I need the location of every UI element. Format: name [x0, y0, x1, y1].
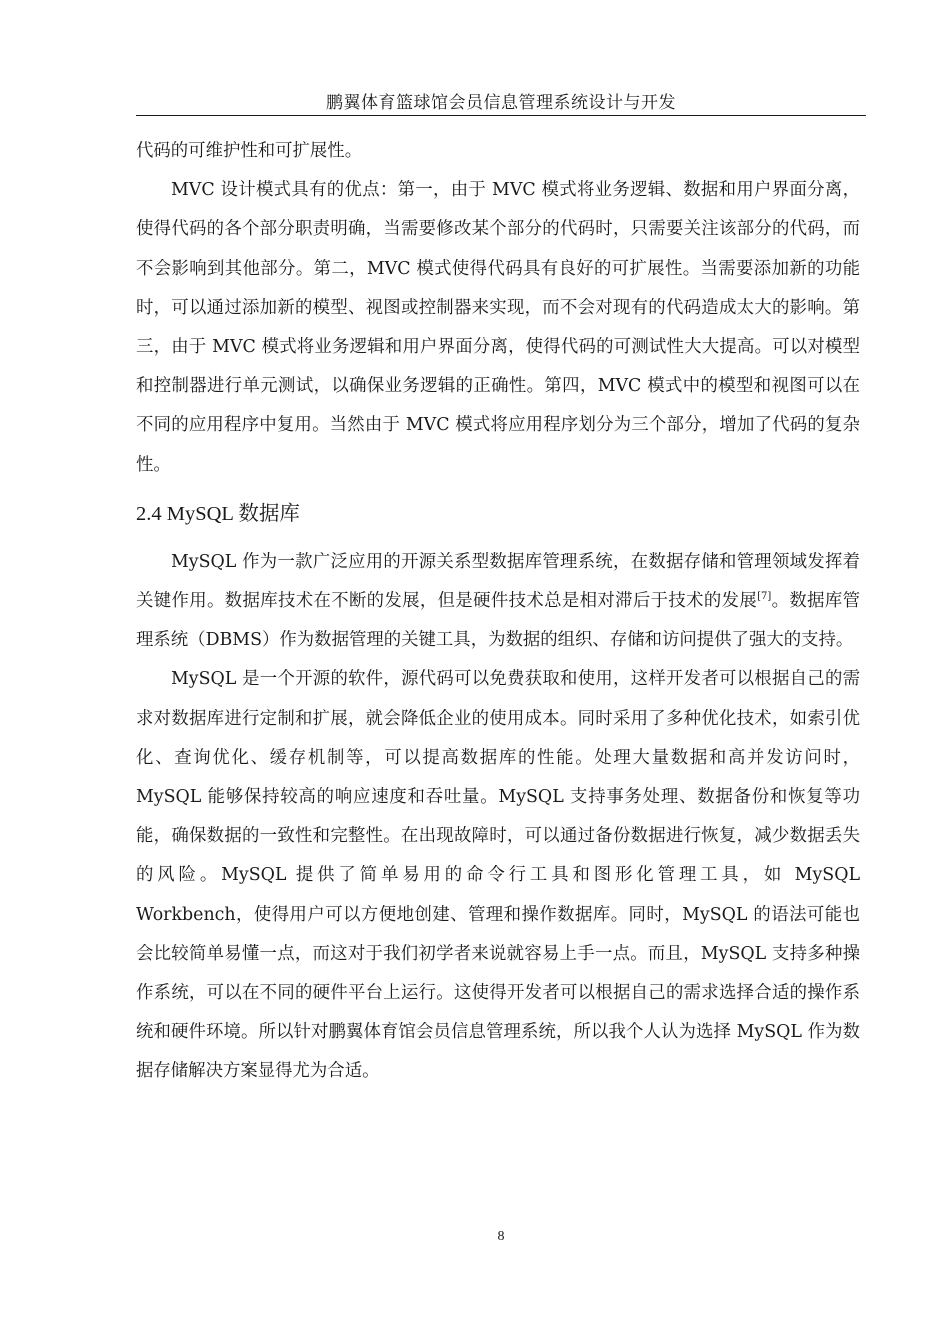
paragraph-mysql-intro-part1: MySQL 作为一款广泛应用的开源关系型数据库管理系统，在数据存储和管理领域发挥着关键作用。数据库技术在不断的发展，但是硬件技术总是相对滞后于技术的发展: [136, 551, 860, 612]
running-header: 鹏翼体育篮球馆会员信息管理系统设计与开发: [326, 93, 676, 113]
header-rule: [136, 115, 866, 116]
paragraph-mysql-intro: [136, 543, 860, 661]
paragraph-continued: 代码的可维护性和可扩展性。: [136, 141, 363, 161]
body-text: [136, 132, 860, 1092]
section-heading: 2.4 MySQL 数据库: [136, 502, 300, 525]
citation-marker: [7]: [757, 591, 772, 603]
page-number: 8: [497, 1229, 505, 1244]
paragraph-mvc-advantages: MVC 设计模式具有的优点：第一，由于 MVC 模式将业务逻辑、数据和用户界面分离，使得代码的各个部分职责明确，当需要修改某个部分的代码时，只需要关注该部分的代码，而不会影响到其他部分。第二，MVC 模式使得代码具有良好的可扩展性。当需要添加新的功能时，可以通过添加新的模型、视图或控制器来实现，而不会对现有的代码造成太大的影响。第三，由于 MVC 模式将业务逻辑和用户界面分离，使得代码的可测试性大大提高。可以对模型和控制器进行单元测试，以确保业务逻辑的正确性。第四，MVC 模式中的模型和视图可以在不同的应用程序中复用。当然由于 MVC 模式将应用程序划分为三个部分，增加了代码的复杂性。: [136, 180, 860, 475]
paragraph-mysql-intro-part2: 。数据库管理系统（DBMS）作为数据管理的关键工具，为数据的组织、存储和访问提供了强大的支持。: [136, 591, 860, 651]
paragraph-mysql-features: MySQL 是一个开源的软件，源代码可以免费获取和使用，这样开发者可以根据自己的需求对数据库进行定制和扩展，就会降低企业的使用成本。同时采用了多种优化技术，如索引优化、查询优化、缓存机制等，可以提高数据库的性能。处理大量数据和高并发访问时，MySQL 能够保持较高的响应速度和吞吐量。MySQL 支持事务处理、数据备份和恢复等功能，确保数据的一致性和完整性。在出现故障时，可以通过备份数据进行恢复，减少数据丢失的风险。MySQL 提供了简单易用的命令行工具和图形化管理工具，如 MySQL Workbench，使得用户可以方便地创建、管理和操作数据库。同时，MySQL 的语法可能也会比较简单易懂一点，而这对于我们初学者来说就容易上手一点。而且，MySQL 支持多种操作系统，可以在不同的硬件平台上运行。这使得开发者可以根据自己的需求选择合适的操作系统和硬件环境。所以针对鹏翼体育馆会员信息管理系统，所以我个人认为选择 MySQL 作为数据存储解决方案显得尤为合适。: [136, 669, 860, 1082]
